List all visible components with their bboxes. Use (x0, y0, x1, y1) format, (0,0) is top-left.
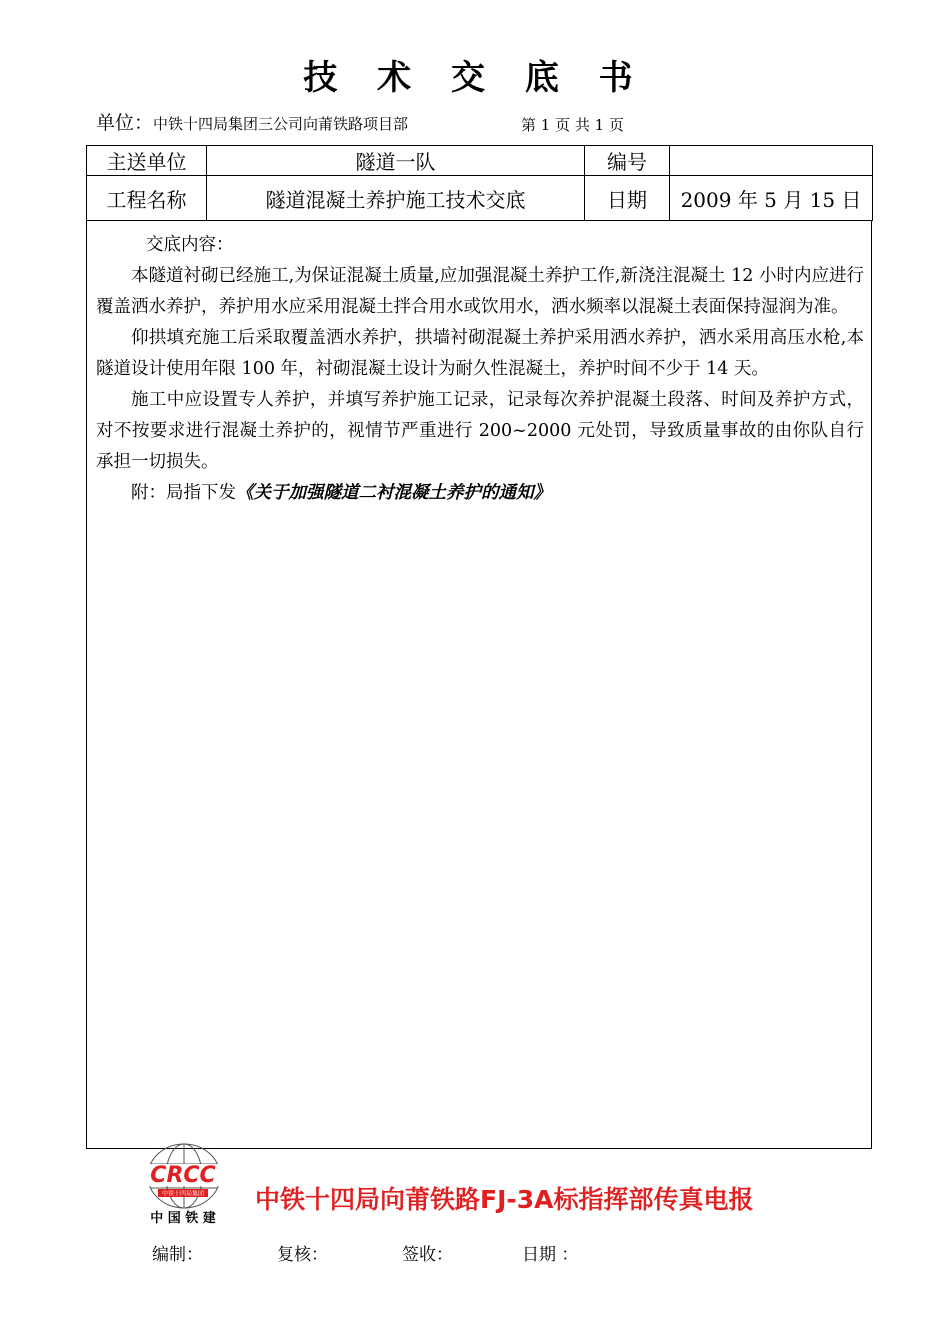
reviewed-by-label: 复核： (277, 1245, 328, 1265)
content-paragraph-1: 本隧道衬砌已经施工,为保证混凝土质量,应加强混凝土养护工作,新浇注混凝土 12 小时内应进行覆盖洒水养护，养护用水应采用混凝土拌合用水或饮用水，洒水频率以混凝土表面保持湿润为准。 (96, 266, 864, 317)
fax-title: 中铁十四局向莆铁路FJ-3A标指挥部传真电报 (255, 1185, 754, 1214)
info-table (86, 145, 873, 221)
number-value (670, 146, 873, 176)
crcc-logo (128, 1140, 238, 1230)
project-value: 隧道混凝土养护施工技术交底 (207, 176, 585, 221)
received-by-label: 签收： (402, 1245, 453, 1265)
project-label: 工程名称 (87, 176, 207, 221)
number-label: 编号 (585, 146, 670, 176)
page-info: 第 1 页 共 1 页 (521, 116, 624, 134)
sign-date-label: 日期 ： (522, 1245, 579, 1265)
attachment-prefix: 附：局指下发 (131, 483, 236, 503)
sender-label: 主送单位 (87, 146, 207, 176)
date-value: 2009 年 5 月 15 日 (670, 176, 873, 221)
prepared-by-label: 编制： (152, 1245, 203, 1265)
logo-caption: 中 国 铁 建 (150, 1211, 216, 1226)
unit-name: 中铁十四局集团三公司向莆铁路项目部 (153, 115, 409, 133)
document-title: 技 术 交 底 书 (303, 58, 647, 98)
logo-subtext: 中铁十四局集团 (161, 1190, 205, 1198)
content-body (96, 230, 864, 509)
table-row (87, 146, 873, 176)
unit-line (96, 108, 408, 135)
table-row (87, 176, 873, 221)
sender-value: 隧道一队 (207, 146, 585, 176)
content-paragraph-3: 施工中应设置专人养护，并填写养护施工记录，记录每次养护混凝土段落、时间及养护方式，对不按要求进行混凝土养护的，视情节严重进行 200~2000 元处罚，导致质量事故的由你队自行承担一切损失。 (96, 390, 864, 472)
content-label: 交底内容： (146, 235, 234, 255)
date-label: 日期 (585, 176, 670, 221)
unit-label: 单位： (96, 112, 154, 134)
logo-text: CRCC (150, 1163, 216, 1188)
attachment-document: 《关于加强隧道二衬混凝土养护的通知》 (236, 483, 551, 503)
content-paragraph-2: 仰拱填充施工后采取覆盖洒水养护，拱墙衬砌混凝土养护采用洒水养护，洒水采用高压水枪,本隧道设计使用年限 100 年，衬砌混凝土设计为耐久性混凝土，养护时间不少于 14 天。 (96, 328, 864, 379)
crcc-logo-icon (128, 1140, 238, 1230)
attachment-line (96, 478, 864, 509)
